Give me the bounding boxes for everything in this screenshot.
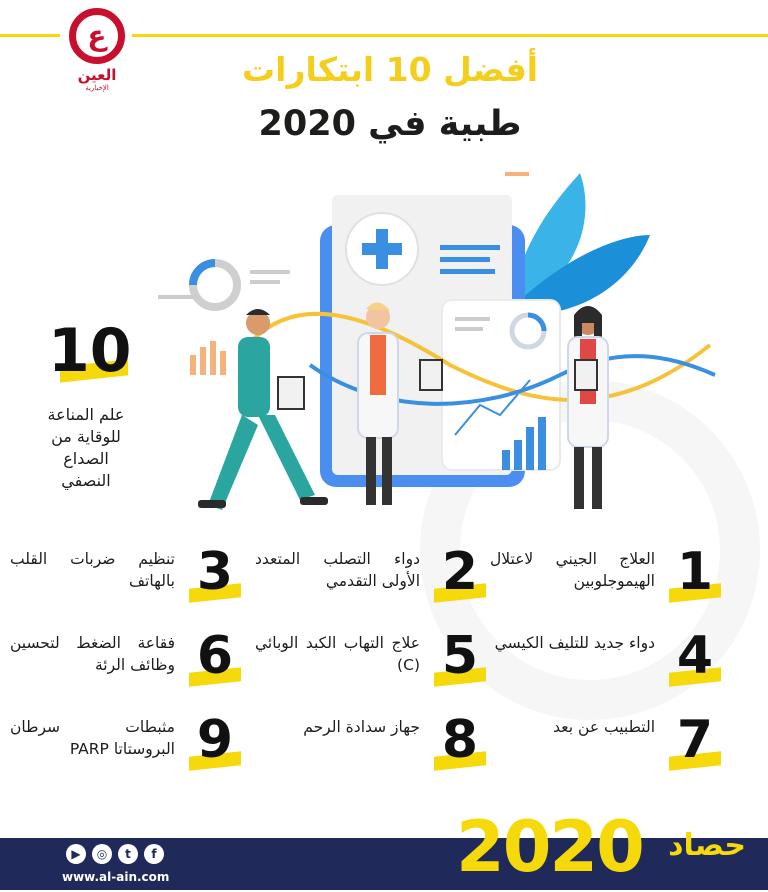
featured-text: علم المناعة للوقاية من الصداع النصفي [47,405,125,490]
al-ain-logo[interactable] [62,8,132,98]
hasad-label: حصاد [668,828,746,863]
item-text: مثبطات سرطان البروستاتا PARP [10,718,175,758]
item-number: 5 [441,626,479,686]
item-number: 7 [676,710,714,770]
item-text: التطبيب عن بعد [553,718,655,736]
social-links [66,844,164,864]
item-text: دواء التصلب المتعدد الأولى التقدمي [255,550,420,590]
item-number: 6 [196,626,234,686]
item-text: دواء جديد للتليف الكيسي [494,634,655,652]
item-text: علاج التهاب الكبد الوبائي (C) [255,634,420,674]
item-text: فقاعة الضغط لتحسين وظائف الرئة [10,634,175,674]
list-item-5 [255,626,490,692]
item-text: العلاج الجيني لاعتلال الهيموجلوبين [490,550,655,590]
list-item-1 [490,542,725,608]
facebook-icon[interactable]: f [144,844,164,864]
top-rule-right [132,34,768,37]
item-text: جهاز سدادة الرحم [303,718,420,736]
item-number: 3 [196,542,234,602]
website-url[interactable]: www.al-ain.com [62,870,170,884]
instagram-icon[interactable]: ◎ [92,844,112,864]
list-item-2 [255,542,490,608]
year-label: 2020 [456,806,643,888]
item-number: 9 [196,710,234,770]
list-item-9 [10,710,245,776]
item-number: 2 [441,542,479,602]
item-number: 8 [441,710,479,770]
twitter-icon[interactable]: t [118,844,138,864]
item-text: تنظيم ضربات القلب بالهاتف [10,550,175,590]
logo-mark: ع [69,8,125,64]
title-line-1: أفضل 10 ابتكارات [241,50,539,89]
top-rule-left [0,34,60,37]
featured-number: 10 [48,316,132,386]
logo-name: العين [77,66,117,84]
item-number: 1 [676,542,714,602]
list-item-6 [10,626,245,692]
title-line-2: طبية في 2020 [258,104,522,144]
list-item-7 [490,710,725,776]
item-number: 4 [676,626,714,686]
youtube-icon[interactable]: ▶ [66,844,86,864]
list-item-4 [490,626,725,692]
list-item-8 [255,710,490,776]
medical-team-illustration [150,165,735,535]
list-item-3 [10,542,245,608]
logo-subtitle: الإخبارية [85,84,109,92]
